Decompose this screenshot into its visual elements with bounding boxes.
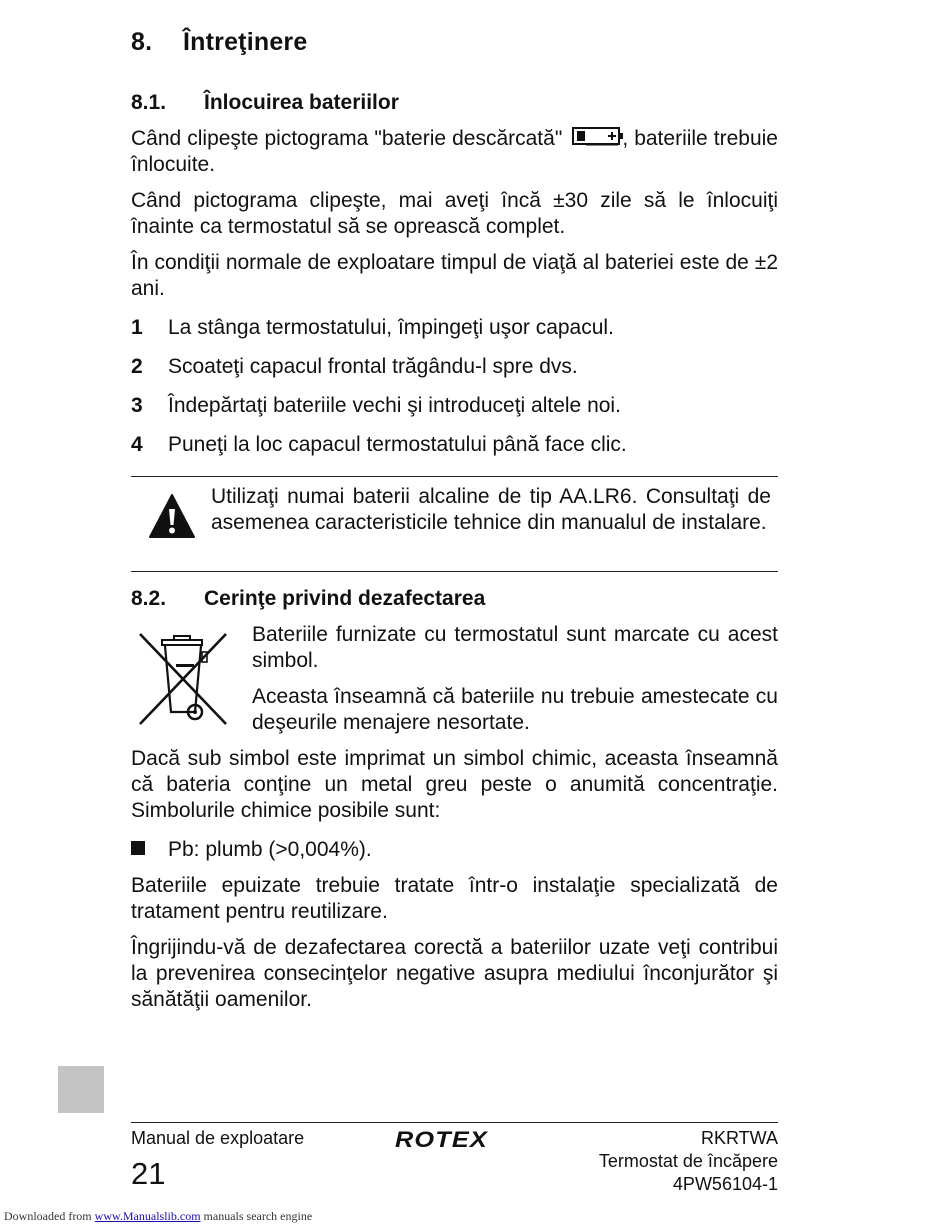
step-text: Îndepărtaţi bateriile vechi şi introduceţi altele noi. <box>168 394 621 417</box>
step-1 <box>131 315 778 341</box>
section-title-text: Întreţinere <box>183 28 308 56</box>
bullet-text: Pb: plumb (>0,004%). <box>168 838 372 861</box>
step-text: Scoateţi capacul frontal trăgându-l spre dvs. <box>168 355 578 378</box>
bullet-lead <box>131 837 778 863</box>
step-number: 2 <box>131 355 143 378</box>
footer-manual-title: Manual de exploatare <box>131 1128 305 1148</box>
footer-product: Termostat de încăpere <box>598 1151 778 1171</box>
paragraph-battery-icon <box>131 126 778 178</box>
step-4 <box>131 432 778 458</box>
warning-top-rule <box>131 476 778 477</box>
step-number: 4 <box>131 433 143 456</box>
footer-code: 4PW56104-1 <box>672 1174 778 1194</box>
paragraph-text: , bateriile trebuie înlocuite. <box>131 127 778 176</box>
rotex-logo: ROTEX <box>395 1127 488 1152</box>
subsection-number: 8.1. <box>131 91 167 114</box>
symbol-paragraph-1: Bateriile furnizate cu termostatul sunt marcate cu acest simbol. <box>252 623 778 672</box>
symbol-paragraph-2: Aceasta înseamnă că bateriile nu trebuie amestecate cu deşeurile menajere nesortate. <box>252 685 778 734</box>
footer-model: RKRTWA <box>700 1128 778 1148</box>
square-bullet-icon <box>131 841 145 855</box>
subsection-number: 8.2. <box>131 587 167 610</box>
step-3 <box>131 393 778 419</box>
step-number: 3 <box>131 394 143 417</box>
step-text: La stânga termostatului, împingeţi uşor capacul. <box>168 316 614 339</box>
footer-model-block <box>599 1127 778 1196</box>
page-tab-marker <box>58 1066 104 1113</box>
paragraph-30-days: Când pictograma clipeşte, mai aveţi încă ±30 zile să le înlocuiţi înainte ca termostatul să se oprească complet. <box>131 189 778 238</box>
manualslib-link[interactable]: www.Manualslib.com <box>94 1209 201 1223</box>
step-text: Puneţi la loc capacul termostatului până face clic. <box>168 433 627 456</box>
warning-bottom-rule <box>131 571 778 572</box>
section-title <box>131 28 307 57</box>
download-suffix: manuals search engine <box>203 1209 313 1223</box>
treatment-paragraph: Bateriile epuizate trebuie tratate într-o instalaţie specializată de tratament pentru reutilizare. <box>131 874 778 923</box>
low-battery-icon <box>572 126 626 148</box>
download-prefix: Downloaded from <box>4 1209 92 1223</box>
paragraph-battery-life: În condiţii normale de exploatare timpul de viaţă al bateriei este de ±2 ani. <box>131 251 778 300</box>
footer-rule <box>131 1122 778 1123</box>
subsection-title-text: Cerinţe privind dezafectarea <box>204 587 486 610</box>
chemical-paragraph: Dacă sub simbol este imprimat un simbol chimic, aceasta înseamnă că bateria conţine un metal greu peste o anumită concentraţie. Simbolurile chimice posibile sunt: <box>131 747 778 822</box>
step-2 <box>131 354 778 380</box>
crossed-out-bin-icon <box>136 630 230 728</box>
warning-text: Utilizaţi numai baterii alcaline de tip AA.LR6. Consultaţi de asemenea caracteristicile tehnice din manualul de instalare. <box>211 485 771 534</box>
section-number: 8. <box>131 28 153 56</box>
paragraph-text: Când clipeşte pictograma "baterie descărcată" <box>131 127 563 150</box>
subsection-title-8-1 <box>131 91 399 115</box>
subsection-title-text: Înlocuirea bateriilor <box>204 91 399 114</box>
subsection-title-8-2 <box>131 587 485 611</box>
download-note <box>4 1209 312 1224</box>
page-number: 21 <box>131 1156 166 1191</box>
warning-icon <box>148 492 196 540</box>
step-number: 1 <box>131 316 143 339</box>
final-paragraph: Îngrijindu-vă de dezafectarea corectă a bateriilor uzate veţi contribui la prevenirea consecinţelor negative asupra mediului înconjurător şi sănătăţii oamenilor. <box>131 936 778 1011</box>
